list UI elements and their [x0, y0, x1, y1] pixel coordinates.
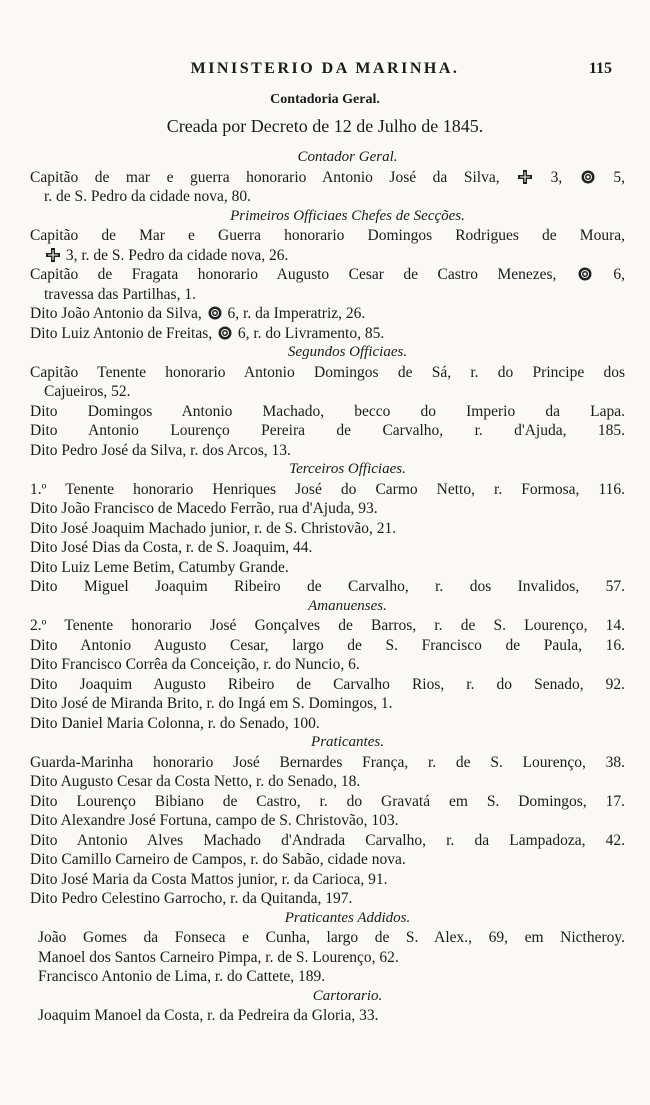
entry-line: Dito Antonio Lourenço Pereira de Carvalho, r. d'Ajuda, 185.: [30, 422, 625, 439]
entry-line: Dito Camillo Carneiro de Campos, r. do Sabão, cidade nova.: [30, 851, 406, 868]
entry-line: João Gomes da Fonseca e Cunha, largo de S. Alex., 69, em Nictheroy.: [38, 929, 625, 946]
entry-line: Dito Augusto Cesar da Costa Netto, r. do Senado, 18.: [30, 773, 361, 790]
entry-text: Capitão de mar e guerra honorario Antonio José da Silva,: [30, 168, 500, 186]
heading-terceiros-officiaes: Terceiros Officiaes.: [289, 461, 406, 477]
entry-line: Joaquim Manoel da Costa, r. da Pedreira da Gloria, 33.: [38, 1007, 379, 1024]
running-title: MINISTERIO DA MARINHA.: [190, 60, 460, 77]
entry-line: [30, 265, 625, 285]
entry-text: 3, r. de S. Pedro da cidade nova, 26.: [65, 246, 289, 264]
entry-continuation: Cajueiros, 52.: [44, 383, 131, 400]
cross-order-icon: [46, 248, 60, 262]
entry-line: Francisco Antonio de Lima, r. do Cattete, 189.: [38, 968, 326, 985]
entry-line: Dito Lourenço Bibiano de Castro, r. do Gravatá em S. Domingos, 17.: [30, 792, 625, 810]
entry-line: Dito José Dias da Costa, r. de S. Joaquim, 44.: [30, 539, 313, 556]
rosette-order-icon: [208, 306, 222, 320]
entry-line: Manoel dos Santos Carneiro Pimpa, r. de S. Lourenço, 62.: [38, 948, 399, 966]
entry-line: Dito Miguel Joaquim Ribeiro de Carvalho, r. dos Invalidos, 57.: [30, 578, 625, 595]
entry-num: 3,: [550, 168, 563, 186]
heading-praticantes: Praticantes.: [311, 734, 384, 750]
entry-num: 6,: [613, 266, 626, 283]
entry-line: 1.º Tenente honorario Henriques José do Carmo Netto, r. Formosa, 116.: [30, 480, 625, 498]
entry-contador-geral: [30, 168, 625, 188]
entry-line: Dito Luiz Leme Betim, Catumby Grande.: [30, 558, 289, 576]
entry-line: Dito João Francisco de Macedo Ferrão, rua d'Ajuda, 93.: [30, 500, 378, 517]
entry-line: Capitão Tenente honorario Antonio Domingos de Sá, r. do Principe dos: [30, 363, 625, 381]
heading-amanuenses: Amanuenses.: [308, 597, 387, 614]
entry-line: Dito Francisco Corrêa da Conceição, r. do Nuncio, 6.: [30, 656, 360, 673]
entry-num: 5,: [613, 168, 626, 186]
entry-line: [30, 304, 625, 324]
entry-line: Dito Alexandre José Fortuna, campo de S. Christovão, 103.: [30, 812, 399, 829]
entry-text: Dito Luiz Antonio de Freitas,: [30, 324, 213, 342]
entry-line: Dito José Maria da Costa Mattos junior, r. da Carioca, 91.: [30, 870, 388, 888]
section-title: Contadoria Geral.: [270, 92, 380, 107]
entry-line: Capitão de Mar e Guerra honorario Domingos Rodrigues de Moura,: [30, 227, 625, 244]
staff-list: [30, 148, 625, 1026]
entry-text: 6, r. do Livramento, 85.: [237, 324, 385, 342]
entry-line: 2.º Tenente honorario José Gonçalves de Barros, r. de S. Lourenço, 14.: [30, 617, 625, 634]
entry-line: Dito Daniel Maria Colonna, r. do Senado, 100.: [30, 714, 320, 732]
heading-contador-geral: Contador Geral.: [297, 149, 398, 165]
entry-line: Dito Antonio Alves Machado d'Andrada Carvalho, r. da Lampadoza, 42.: [30, 831, 625, 849]
entry-text: Capitão de Fragata honorario Augusto Cesar de Castro Menezes,: [30, 266, 557, 283]
heading-cartorario: Cartorario.: [312, 987, 383, 1004]
rosette-order-icon: [578, 267, 592, 281]
entry-continuation: [30, 246, 625, 266]
entry-text: 6, r. da Imperatriz, 26.: [227, 305, 366, 322]
page-header: [0, 60, 650, 84]
entry-line: Dito José Joaquim Machado junior, r. de S. Christovão, 21.: [30, 519, 397, 537]
decree-subtitle: Creada por Decreto de 12 de Julho de 1845.: [166, 116, 484, 136]
entry-text: Dito João Antonio da Silva,: [30, 305, 202, 322]
entry-line: Dito Antonio Augusto Cesar, largo de S. Francisco de Paula, 16.: [30, 636, 625, 654]
entry-continuation: travessa das Partilhas, 1.: [44, 285, 196, 303]
rosette-order-icon: [218, 326, 232, 340]
rosette-order-icon: [581, 170, 595, 184]
cross-order-icon: [518, 170, 532, 184]
entry-line: Dito José de Miranda Brito, r. do Ingá em S. Domingos, 1.: [30, 695, 393, 712]
heading-segundos-officiaes: Segundos Officiaes.: [287, 344, 408, 360]
page-number: 115: [588, 60, 612, 77]
entry-line: Dito Joaquim Augusto Ribeiro de Carvalho Rios, r. do Senado, 92.: [30, 675, 625, 693]
heading-praticantes-addidos: Praticantes Addidos.: [284, 909, 411, 926]
heading-primeiros-officiaes: Primeiros Officiaes Chefes de Secções.: [230, 207, 465, 224]
entry-continuation: r. de S. Pedro da cidade nova, 80.: [44, 188, 252, 205]
entry-line: Dito Domingos Antonio Machado, becco do Imperio da Lapa.: [30, 402, 625, 420]
entry-line: [30, 324, 625, 344]
entry-line: Dito Pedro Celestino Garrocho, r. da Quitanda, 197.: [30, 890, 353, 907]
entry-line: Dito Pedro José da Silva, r. dos Arcos, 13.: [30, 441, 291, 459]
entry-line: Guarda-Marinha honorario José Bernardes França, r. de S. Lourenço, 38.: [30, 753, 625, 771]
